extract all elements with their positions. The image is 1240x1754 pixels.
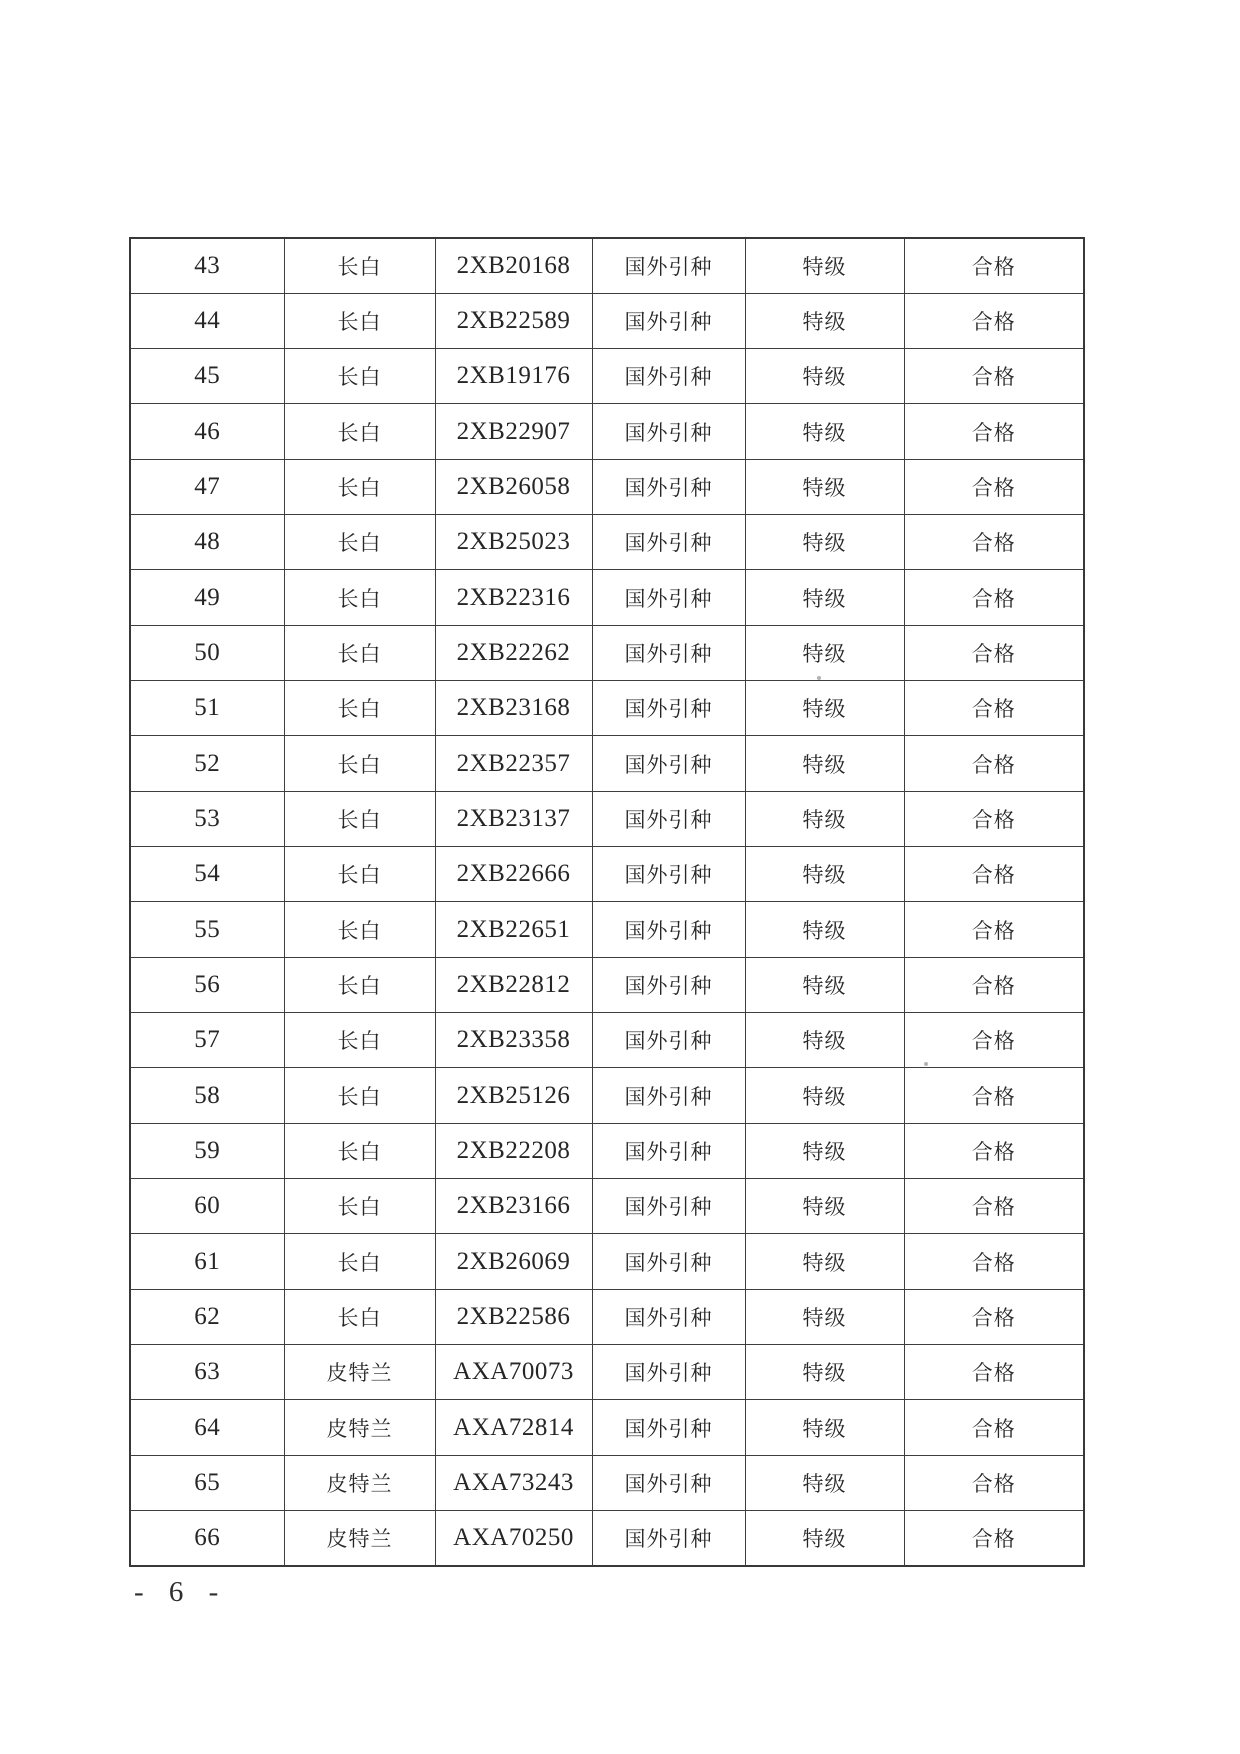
- cell-source: 国外引种: [592, 1123, 745, 1178]
- cell-source: 国外引种: [592, 736, 745, 791]
- cell-ear-tag-code: 2XB23168: [435, 681, 592, 736]
- cell-source: 国外引种: [592, 625, 745, 680]
- cell-breed: 皮特兰: [284, 1400, 435, 1455]
- cell-breed: 皮特兰: [284, 1345, 435, 1400]
- table-row: [130, 293, 1084, 348]
- cell-source: 国外引种: [592, 847, 745, 902]
- cell-breed: 长白: [284, 1234, 435, 1289]
- cell-ear-tag-code: 2XB22812: [435, 957, 592, 1012]
- table-row: [130, 515, 1084, 570]
- table-row: [130, 1123, 1084, 1178]
- cell-source: 国外引种: [592, 404, 745, 459]
- cell-ear-tag-code: 2XB22589: [435, 293, 592, 348]
- cell-ear-tag-code: 2XB22357: [435, 736, 592, 791]
- cell-source: 国外引种: [592, 238, 745, 293]
- cell-row-number: 49: [130, 570, 284, 625]
- cell-row-number: 65: [130, 1455, 284, 1510]
- cell-breed: 长白: [284, 902, 435, 957]
- table-row: [130, 1068, 1084, 1123]
- cell-ear-tag-code: 2XB19176: [435, 349, 592, 404]
- cell-breed: 长白: [284, 957, 435, 1012]
- page-number: - 6 -: [134, 1576, 228, 1608]
- cell-breed: 长白: [284, 1123, 435, 1178]
- cell-ear-tag-code: 2XB22262: [435, 625, 592, 680]
- cell-result: 合格: [904, 293, 1084, 348]
- cell-grade: 特级: [745, 1345, 904, 1400]
- cell-breed: 长白: [284, 681, 435, 736]
- cell-source: 国外引种: [592, 459, 745, 514]
- table-row: [130, 847, 1084, 902]
- cell-grade: 特级: [745, 1511, 904, 1566]
- cell-row-number: 64: [130, 1400, 284, 1455]
- cell-source: 国外引种: [592, 349, 745, 404]
- cell-source: 国外引种: [592, 1013, 745, 1068]
- cell-grade: 特级: [745, 1123, 904, 1178]
- cell-breed: 长白: [284, 349, 435, 404]
- cell-row-number: 45: [130, 349, 284, 404]
- cell-result: 合格: [904, 459, 1084, 514]
- cell-ear-tag-code: 2XB23166: [435, 1179, 592, 1234]
- cell-ear-tag-code: 2XB26069: [435, 1234, 592, 1289]
- cell-breed: 长白: [284, 625, 435, 680]
- cell-result: 合格: [904, 625, 1084, 680]
- cell-result: 合格: [904, 349, 1084, 404]
- cell-breed: 长白: [284, 847, 435, 902]
- cell-source: 国外引种: [592, 293, 745, 348]
- table-row: [130, 1179, 1084, 1234]
- cell-row-number: 56: [130, 957, 284, 1012]
- cell-source: 国外引种: [592, 570, 745, 625]
- cell-grade: 特级: [745, 736, 904, 791]
- cell-result: 合格: [904, 570, 1084, 625]
- cell-breed: 长白: [284, 404, 435, 459]
- cell-grade: 特级: [745, 1013, 904, 1068]
- cell-ear-tag-code: 2XB26058: [435, 459, 592, 514]
- cell-source: 国外引种: [592, 791, 745, 846]
- cell-source: 国外引种: [592, 515, 745, 570]
- table-row: [130, 349, 1084, 404]
- cell-ear-tag-code: 2XB25023: [435, 515, 592, 570]
- cell-result: 合格: [904, 1068, 1084, 1123]
- cell-result: 合格: [904, 515, 1084, 570]
- table-row: [130, 1511, 1084, 1566]
- cell-grade: 特级: [745, 238, 904, 293]
- cell-breed: 长白: [284, 238, 435, 293]
- cell-breed: 长白: [284, 1289, 435, 1344]
- table-row: [130, 238, 1084, 293]
- cell-grade: 特级: [745, 1455, 904, 1510]
- table-row: [130, 791, 1084, 846]
- cell-result: 合格: [904, 1400, 1084, 1455]
- cell-row-number: 50: [130, 625, 284, 680]
- table-row: [130, 1234, 1084, 1289]
- cell-result: 合格: [904, 1345, 1084, 1400]
- cell-ear-tag-code: 2XB23358: [435, 1013, 592, 1068]
- cell-result: 合格: [904, 847, 1084, 902]
- cell-ear-tag-code: 2XB22666: [435, 847, 592, 902]
- table-row: [130, 459, 1084, 514]
- cell-result: 合格: [904, 1013, 1084, 1068]
- cell-grade: 特级: [745, 1400, 904, 1455]
- cell-ear-tag-code: AXA70250: [435, 1511, 592, 1566]
- cell-grade: 特级: [745, 791, 904, 846]
- cell-result: 合格: [904, 1179, 1084, 1234]
- cell-grade: 特级: [745, 570, 904, 625]
- cell-row-number: 63: [130, 1345, 284, 1400]
- scan-speck: [817, 676, 821, 680]
- cell-row-number: 62: [130, 1289, 284, 1344]
- cell-source: 国外引种: [592, 1400, 745, 1455]
- cell-row-number: 60: [130, 1179, 284, 1234]
- cell-source: 国外引种: [592, 1068, 745, 1123]
- cell-row-number: 54: [130, 847, 284, 902]
- cell-grade: 特级: [745, 957, 904, 1012]
- cell-grade: 特级: [745, 847, 904, 902]
- cell-row-number: 58: [130, 1068, 284, 1123]
- cell-ear-tag-code: 2XB22907: [435, 404, 592, 459]
- cell-grade: 特级: [745, 1289, 904, 1344]
- cell-breed: 皮特兰: [284, 1455, 435, 1510]
- scan-speck: [924, 1062, 928, 1066]
- table-row: [130, 902, 1084, 957]
- cell-source: 国外引种: [592, 1289, 745, 1344]
- cell-result: 合格: [904, 1123, 1084, 1178]
- cell-row-number: 53: [130, 791, 284, 846]
- cell-ear-tag-code: 2XB20168: [435, 238, 592, 293]
- cell-result: 合格: [904, 1511, 1084, 1566]
- cell-ear-tag-code: 2XB25126: [435, 1068, 592, 1123]
- cell-row-number: 47: [130, 459, 284, 514]
- cell-result: 合格: [904, 681, 1084, 736]
- table-row: [130, 681, 1084, 736]
- table-row: [130, 1455, 1084, 1510]
- cell-ear-tag-code: 2XB22651: [435, 902, 592, 957]
- table-row: [130, 570, 1084, 625]
- cell-row-number: 46: [130, 404, 284, 459]
- cell-breed: 长白: [284, 459, 435, 514]
- cell-source: 国外引种: [592, 1234, 745, 1289]
- cell-grade: 特级: [745, 1234, 904, 1289]
- cell-breed: 长白: [284, 1013, 435, 1068]
- cell-row-number: 52: [130, 736, 284, 791]
- cell-grade: 特级: [745, 349, 904, 404]
- cell-source: 国外引种: [592, 1345, 745, 1400]
- cell-ear-tag-code: AXA72814: [435, 1400, 592, 1455]
- cell-row-number: 44: [130, 293, 284, 348]
- table-row: [130, 404, 1084, 459]
- cell-ear-tag-code: AXA73243: [435, 1455, 592, 1510]
- cell-row-number: 59: [130, 1123, 284, 1178]
- cell-grade: 特级: [745, 1068, 904, 1123]
- cell-grade: 特级: [745, 1179, 904, 1234]
- table-row: [130, 1345, 1084, 1400]
- cell-grade: 特级: [745, 459, 904, 514]
- cell-source: 国外引种: [592, 1179, 745, 1234]
- cell-row-number: 66: [130, 1511, 284, 1566]
- cell-breed: 长白: [284, 570, 435, 625]
- cell-source: 国外引种: [592, 902, 745, 957]
- cell-result: 合格: [904, 791, 1084, 846]
- cell-row-number: 55: [130, 902, 284, 957]
- cell-row-number: 57: [130, 1013, 284, 1068]
- cell-ear-tag-code: 2XB22586: [435, 1289, 592, 1344]
- cell-grade: 特级: [745, 625, 904, 680]
- cell-ear-tag-code: AXA70073: [435, 1345, 592, 1400]
- cell-source: 国外引种: [592, 1455, 745, 1510]
- cell-result: 合格: [904, 957, 1084, 1012]
- table-row: [130, 1400, 1084, 1455]
- cell-grade: 特级: [745, 902, 904, 957]
- table-body: [130, 238, 1084, 1566]
- cell-breed: 长白: [284, 293, 435, 348]
- cell-row-number: 43: [130, 238, 284, 293]
- cell-ear-tag-code: 2XB22208: [435, 1123, 592, 1178]
- cell-row-number: 51: [130, 681, 284, 736]
- cell-grade: 特级: [745, 404, 904, 459]
- cell-breed: 皮特兰: [284, 1511, 435, 1566]
- cell-grade: 特级: [745, 515, 904, 570]
- cell-grade: 特级: [745, 293, 904, 348]
- cell-result: 合格: [904, 902, 1084, 957]
- cell-result: 合格: [904, 1455, 1084, 1510]
- cell-source: 国外引种: [592, 957, 745, 1012]
- cell-row-number: 61: [130, 1234, 284, 1289]
- table-row: [130, 736, 1084, 791]
- livestock-record-table: [129, 237, 1085, 1567]
- cell-source: 国外引种: [592, 681, 745, 736]
- cell-result: 合格: [904, 238, 1084, 293]
- cell-result: 合格: [904, 1234, 1084, 1289]
- cell-source: 国外引种: [592, 1511, 745, 1566]
- cell-breed: 长白: [284, 1179, 435, 1234]
- cell-ear-tag-code: 2XB22316: [435, 570, 592, 625]
- cell-breed: 长白: [284, 515, 435, 570]
- table-row: [130, 1013, 1084, 1068]
- cell-ear-tag-code: 2XB23137: [435, 791, 592, 846]
- cell-breed: 长白: [284, 736, 435, 791]
- cell-result: 合格: [904, 404, 1084, 459]
- cell-result: 合格: [904, 1289, 1084, 1344]
- table-row: [130, 1289, 1084, 1344]
- table-row: [130, 957, 1084, 1012]
- cell-breed: 长白: [284, 1068, 435, 1123]
- cell-result: 合格: [904, 736, 1084, 791]
- cell-breed: 长白: [284, 791, 435, 846]
- table-row: [130, 625, 1084, 680]
- cell-row-number: 48: [130, 515, 284, 570]
- cell-grade: 特级: [745, 681, 904, 736]
